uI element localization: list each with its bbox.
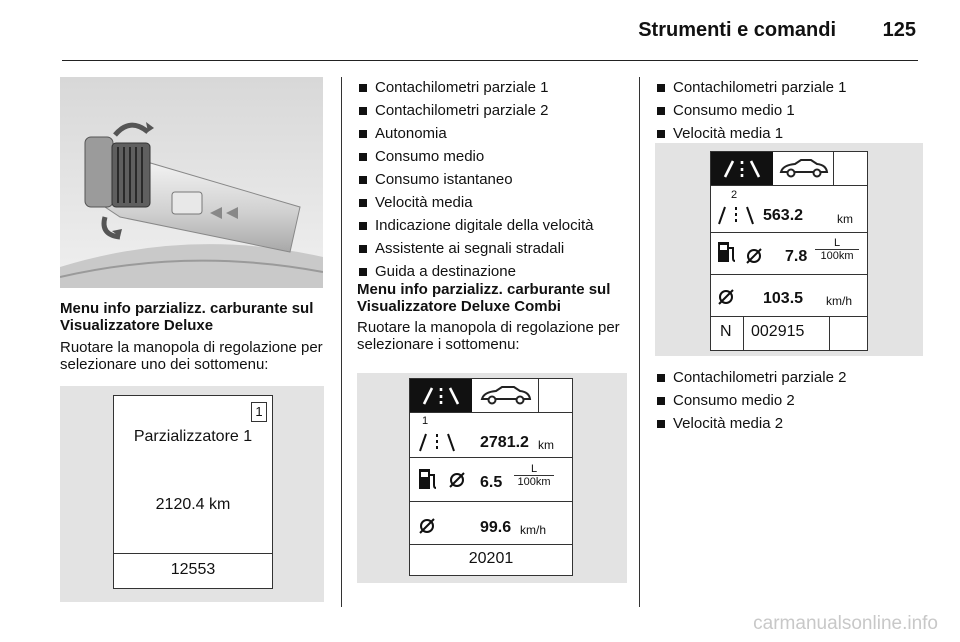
combi-display-illustration-2: [655, 143, 923, 356]
combi-screen: [409, 378, 573, 576]
road-tab: [711, 152, 773, 185]
unit-100km: 100km: [815, 249, 859, 262]
list-item: Consumo medio 2: [655, 389, 925, 412]
list-item: Guida a destinazione: [357, 260, 627, 283]
row-divider: [410, 544, 572, 545]
column-divider-1: [341, 77, 342, 607]
unit-litres: L: [530, 463, 538, 475]
row-divider: [410, 457, 572, 458]
consumption-unit: [815, 237, 859, 262]
avg-consumption: 6.5: [480, 474, 503, 491]
list-item: Velocità media 1: [655, 122, 925, 145]
avg-speed: 103.5: [763, 290, 804, 307]
col1-instruction: Ruotare la manopola di regolazione per selezionare uno dei sottomenu:: [60, 339, 323, 373]
road-tab: [410, 379, 472, 412]
car-tab: [472, 379, 539, 412]
average-icon: [717, 288, 735, 311]
col2-heading: Menu info parzializz. carburante sul Visualizzatore Deluxe Combi: [357, 281, 611, 315]
unit-100km: 100km: [514, 475, 554, 488]
col2-submenu-list: [357, 76, 627, 283]
trip-badge: 1: [251, 402, 267, 422]
combi-screen: [710, 151, 868, 351]
screen-tabs: [711, 152, 867, 186]
cell-divider: [743, 317, 744, 350]
trip-index: 1: [422, 415, 429, 427]
odometer-value: 12553: [170, 561, 216, 578]
road-icon: [416, 431, 458, 458]
header-rule: [62, 60, 918, 61]
consumption-unit: [514, 463, 554, 488]
section-title: Strumenti e comandi: [638, 19, 836, 41]
list-item: Contachilometri parziale 1: [357, 76, 627, 99]
stalk-illustration: [60, 77, 323, 288]
avg-speed: 99.6: [480, 519, 512, 536]
screen-divider: [114, 553, 272, 554]
deluxe-screen: [113, 395, 273, 589]
list-item: Consumo medio: [357, 145, 627, 168]
car-tab: [773, 152, 834, 185]
trip-label: Parzializzatore 1: [133, 428, 253, 445]
list-item: Contachilometri parziale 2: [357, 99, 627, 122]
deluxe-display-illustration: [60, 386, 324, 602]
fuel-pump-icon: [717, 240, 737, 269]
list-item: Contachilometri parziale 1: [655, 76, 925, 99]
average-icon: [418, 517, 436, 540]
avg-consumption: 7.8: [785, 248, 808, 265]
average-icon: [448, 471, 466, 494]
row-divider: [711, 274, 867, 275]
list-item: Indicazione digitale della velocità: [357, 214, 627, 237]
distance-unit: km: [837, 212, 853, 226]
row-divider: [711, 232, 867, 233]
page-number: 125: [882, 19, 916, 41]
fuel-pump-icon: [418, 467, 438, 496]
column-divider-2: [639, 77, 640, 607]
row-divider: [711, 316, 867, 317]
road-icon: [715, 204, 757, 231]
speed-unit: km/h: [520, 523, 547, 537]
col2-instruction: Ruotare la manopola di regolazione per selezionare i sottomenu:: [357, 319, 620, 353]
page-header: [0, 0, 960, 62]
trip-distance: 563.2: [763, 207, 804, 224]
odometer-value: 002915: [751, 323, 805, 340]
list-item: Consumo medio 1: [655, 99, 925, 122]
list-item: Assistente ai segnali stradali: [357, 237, 627, 260]
average-icon: [745, 247, 763, 270]
list-item: Velocità media: [357, 191, 627, 214]
col3-submenu-list-bottom: [655, 366, 925, 435]
list-item: Velocità media 2: [655, 412, 925, 435]
speed-unit: km/h: [826, 294, 853, 308]
unit-litres: L: [833, 237, 841, 249]
gear-indicator: N: [720, 323, 732, 340]
row-divider: [410, 501, 572, 502]
combi-display-illustration-1: [357, 373, 627, 583]
col3-submenu-list-top: [655, 76, 925, 145]
col1-heading: Menu info parzializz. carburante sul Visualizzatore Deluxe: [60, 300, 314, 334]
trip-value: 2120.4 km: [155, 496, 231, 513]
trip-index: 2: [731, 189, 738, 201]
watermark: carmanualsonline.info: [753, 613, 938, 634]
list-item: Consumo istantaneo: [357, 168, 627, 191]
odometer-value: 20201: [468, 550, 514, 567]
list-item: Autonomia: [357, 122, 627, 145]
screen-tabs: [410, 379, 572, 413]
trip-distance: 2781.2: [480, 434, 529, 451]
cell-divider: [829, 317, 830, 350]
list-item: Contachilometri parziale 2: [655, 366, 925, 389]
distance-unit: km: [538, 438, 554, 452]
